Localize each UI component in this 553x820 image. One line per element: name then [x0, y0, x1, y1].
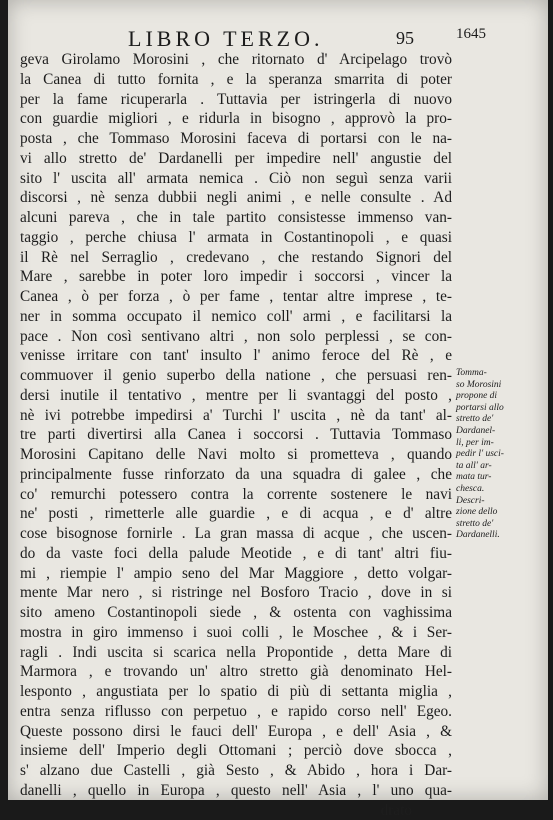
- text-line: commuover il genio superbo della natione , che persuasi ren-: [20, 366, 452, 386]
- text-line: nè ivi potrebbe impedirsi a' Turchi l' uscita , nè da tant' al-: [20, 406, 452, 426]
- marginal-line: propone di: [456, 391, 544, 403]
- text-line: Morosini Capitano delle Navi molto si prometteva , quando: [20, 445, 452, 465]
- text-line: Queste possono dirsi le fauci dell' Europa , e dell' Asia , &: [20, 722, 452, 742]
- marginal-line: Dardanel-: [456, 426, 544, 438]
- text-line: vi allo stretto de' Dardanelli per impedire nell' angustie del: [20, 149, 452, 169]
- text-line: sito ameno Costantinopoli siede , & ostenta con vaghissima: [20, 603, 452, 623]
- text-line: geva Girolamo Morosini , che ritornato d' Arcipelago trovò: [20, 50, 452, 70]
- book-page: [8, 0, 548, 800]
- marginal-note: [456, 368, 544, 542]
- text-line: per la fame ricuperarla . Tuttavia per istringerla di nuovo: [20, 90, 452, 110]
- text-line: dersi inutile il tentativo , mentre per li svantaggi del posto ,: [20, 386, 452, 406]
- year-marginal: 1645: [456, 26, 486, 43]
- text-line: taggio , perche chiusa l' armata in Costantinopoli , e quasi: [20, 228, 452, 248]
- text-line: sito l' uscita all' armata nemica . Ciò non seguì senza varii: [20, 169, 452, 189]
- text-line: ragli . Indi uscita si scarica nella Propontide , detta Mare di: [20, 643, 452, 663]
- marginal-line: zione dello: [456, 507, 544, 519]
- text-line: pace . Non così sentivano altri , non solo perplessi , se con-: [20, 327, 452, 347]
- text-line: danelli , quello in Europa , questo nell' Asia , l' uno qua-: [20, 781, 452, 801]
- body-text: [20, 50, 452, 820]
- text-line: insieme dell' Imperio degli Ottomani ; perciò dove sbocca ,: [20, 741, 452, 761]
- text-line: il Rè nel Serraglio , credevano , che restando Signori del: [20, 248, 452, 268]
- text-line: mente Mar nero , si ristringe nel Bosforo Tracio , dove in si: [20, 583, 452, 603]
- text-line: Mare , sarebbe in poter loro impedir i soccorsi , vincer la: [20, 267, 452, 287]
- marginal-line: mata tur-: [456, 472, 544, 484]
- text-line: s' alzano due Castelli , già Sesto , & Abido , hora i Dar-: [20, 761, 452, 781]
- text-line: ner in somma occupato il nemico coll' armi , e facilitarsi la: [20, 307, 452, 327]
- page-number: 95: [396, 28, 414, 49]
- marginal-line: chesca.: [456, 484, 544, 496]
- marginal-line: stretto de': [456, 414, 544, 426]
- marginal-line: li, per im-: [456, 438, 544, 450]
- marginal-line: ta all' ar-: [456, 461, 544, 473]
- text-line: principalmente fusse rinforzato da una squadra di galee , che: [20, 465, 452, 485]
- text-line: con guardie migliori , e ridurla in bisogno , approvò la pro-: [20, 109, 452, 129]
- marginal-line: Descri-: [456, 496, 544, 508]
- text-line: mostra in giro immenso i suoi colli , le Moschee , & i Ser-: [20, 623, 452, 643]
- text-line: posta , che Tommaso Morosini faceva di portarsi con le na-: [20, 129, 452, 149]
- marginal-line: stretto de': [456, 519, 544, 531]
- text-line: Canea , ò per forza , ò per fame , tentar altre imprese , te-: [20, 287, 452, 307]
- marginal-line: so Morosini: [456, 380, 544, 392]
- text-line: co' remurchi potessero contra la corrente sostenere le navi: [20, 485, 452, 505]
- text-line: lesponto , angustiata per lo spatio di più di settanta miglia ,: [20, 682, 452, 702]
- text-line: alcuni pareva , che in tale partito consistesse immenso van-: [20, 208, 452, 228]
- text-line: la Canea di tutto fornita , e la speranza smarrita di poter: [20, 70, 452, 90]
- text-line: ne' posti , rimetterle alle guardie , e di acqua , e d' altre: [20, 504, 452, 524]
- text-line: cose bisognose fornirle . La gran massa di acque , che uscen-: [20, 524, 452, 544]
- marginal-line: Dardanelli.: [456, 530, 544, 542]
- text-line: drato: [20, 801, 452, 820]
- text-line: venisse irritare con tant' insulto l' animo feroce del Rè , e: [20, 346, 452, 366]
- text-line: entra senza riflusso con perpetuo , e rapido corso nell' Egeo.: [20, 702, 452, 722]
- running-title: LIBRO TERZO.: [128, 26, 323, 52]
- text-line: do da vaste foci della palude Meotide , e di tant' altri fiu-: [20, 544, 452, 564]
- marginal-line: portarsi allo: [456, 403, 544, 415]
- text-line: mi , riempie l' ampio seno del Mar Maggiore , detto volgar-: [20, 564, 452, 584]
- text-line: tre parti divertirsi alla Canea i soccorsi . Tuttavia Tommaso: [20, 425, 452, 445]
- marginal-line: Tomma-: [456, 368, 544, 380]
- text-line: discorsi , nè senza dubbii negli animi , e nelle consulte . Ad: [20, 188, 452, 208]
- marginal-line: pedir l' usci-: [456, 449, 544, 461]
- text-line: Marmora , e trovando un' altro stretto già denominato Hel-: [20, 662, 452, 682]
